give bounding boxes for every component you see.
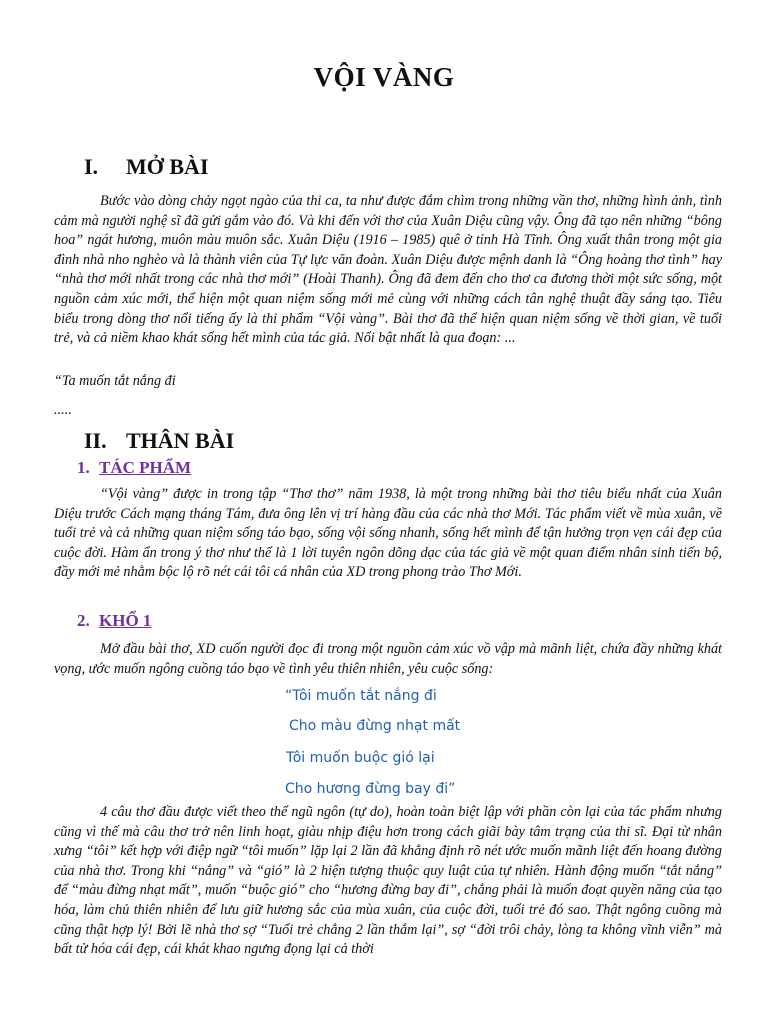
section-number: II. <box>84 428 107 453</box>
subheading-title: TÁC PHẨM <box>99 458 192 477</box>
subheading-tac-pham <box>77 458 191 478</box>
section-heading-than-bai <box>84 428 234 454</box>
document-title: VỘI VÀNG <box>313 62 455 92</box>
tac-pham-paragraph: “Vội vàng” được in trong tập “Thơ thơ” năm 1938, là một trong những bài thơ tiêu biểu nhất của Xuân Diệu trước Cách mạng tháng Tám, đưa ông lên vị trí hàng đầu của các nhà thơ Mới. Tác phẩm viết về mùa xuân, về tuổi trẻ và cả những quan niệm sống táo bạo, sống vội sống nhanh, sống hết mình để tận hưởng trọn vẹn cái đẹp của cuộc đời. Hàm ẩn trong ý thơ như thể là 1 lời tuyên ngôn dõng dạc của tác giả về một quan điểm nhân sinh tiến bộ, đầy mới mẻ nhằm bộc lộ rõ nét cái tôi cá nhân của XD trong phong trào Thơ Mới. <box>54 486 722 581</box>
subheading-number: 2. <box>77 611 90 630</box>
kho-1-intro-paragraph: Mở đầu bài thơ, XD cuốn người đọc đi trong một nguồn cảm xúc vồ vập mà mãnh liệt, chứa đầy những khát vọng, ước muốn ngông cuồng táo bạo về tình yêu thiên nhiên, yêu cuộc sống: <box>54 641 722 677</box>
quote-line: “Ta muốn tắt nắng đi <box>54 373 176 389</box>
section-heading-mo-bai <box>84 154 209 180</box>
subheading-title: KHỔ 1 <box>99 611 152 630</box>
ellipsis-line: ..... <box>54 402 72 418</box>
poem-line: Cho màu đừng nhạt mất <box>289 718 461 734</box>
section-title: THÂN BÀI <box>126 428 235 453</box>
poem-line: Tôi muốn buộc gió lại <box>286 750 435 766</box>
poem-line: Cho hương đừng bay đi” <box>285 781 456 797</box>
intro-paragraph: Bước vào dòng chảy ngọt ngào của thi ca, ta như được đắm chìm trong những vần thơ, những hình ảnh, tình cảm mà người nghệ sĩ đã gửi gắm vào đó. Và khi đến với thơ của Xuân Diệu cũng vậy. Ông đã tạo nên những “bông hoa” ngát hương, muôn màu muôn sắc. Xuân Diệu (1916 – 1985) quê ở tỉnh Hà Tĩnh. Ông xuất thân trong một gia đình nhà nho nghèo và là thành viên của Tự lực văn đoàn. Xuân Diệu được mệnh danh là “Ông hoàng thơ tình” hay “nhà thơ mới nhất trong các nhà thơ mới” (Hoài Thanh). Ông đã đem đến cho thơ ca đương thời một sức sống, một nguồn cảm xúc mới, thể hiện một quan niệm sống mới mẻ cùng với những cách tân nghệ thuật đầy sáng tạo. Tiêu biểu trong dòng thơ nổi tiếng ấy là thi phẩm “Vội vàng”. Bài thơ đã thể hiện quan niệm sống về thời gian, về tuổi trẻ, và cả niềm khao khát sống hết mình của tác giả. Nổi bật nhất là qua đoạn: ... <box>54 193 722 347</box>
subheading-kho-1 <box>77 611 151 631</box>
section-title: MỞ BÀI <box>126 154 209 179</box>
subheading-number: 1. <box>77 458 90 477</box>
poem-line: “Tôi muốn tắt nắng đi <box>285 688 437 704</box>
kho-1-analysis-paragraph: 4 câu thơ đầu được viết theo thể ngũ ngôn (tự do), hoàn toàn biệt lập với phần còn lại của tác phẩm nhưng cũng vì thế mà câu thơ trở nên linh hoạt, giàu nhịp điệu hơn trong cách giãi bày tâm trạng của thi sĩ. Đại từ nhân xưng “tôi” kết hợp với điệp ngữ “tôi muốn” lặp lại 2 lần đã khẳng định rõ nét ước muốn mãnh liệt đến hoang đường của nhà thơ. Trong khi “nắng” và “gió” là 2 hiện tượng thuộc quy luật của tự nhiên. Hành động muốn “tắt nắng” để “màu đừng nhạt mất”, muốn “buộc gió” cho “hương đừng bay đi”, chẳng phải là muốn đoạt quyền năng của tạo hóa, làm chủ thiên nhiên để lưu giữ hương sắc của mùa xuân, của cuộc đời, tuổi trẻ đó sao. Thật ngông cuồng mà cũng thật hợp lý! Bởi lẽ nhà thơ sợ “Tuổi trẻ chẳng 2 lần thắm lại”, sợ “đời trôi chảy, lòng ta không vĩnh viễn” mà bất tử hóa cái đẹp, cái khát khao ngưng đọng lại cả thời <box>54 804 722 958</box>
section-number: I. <box>84 154 99 179</box>
